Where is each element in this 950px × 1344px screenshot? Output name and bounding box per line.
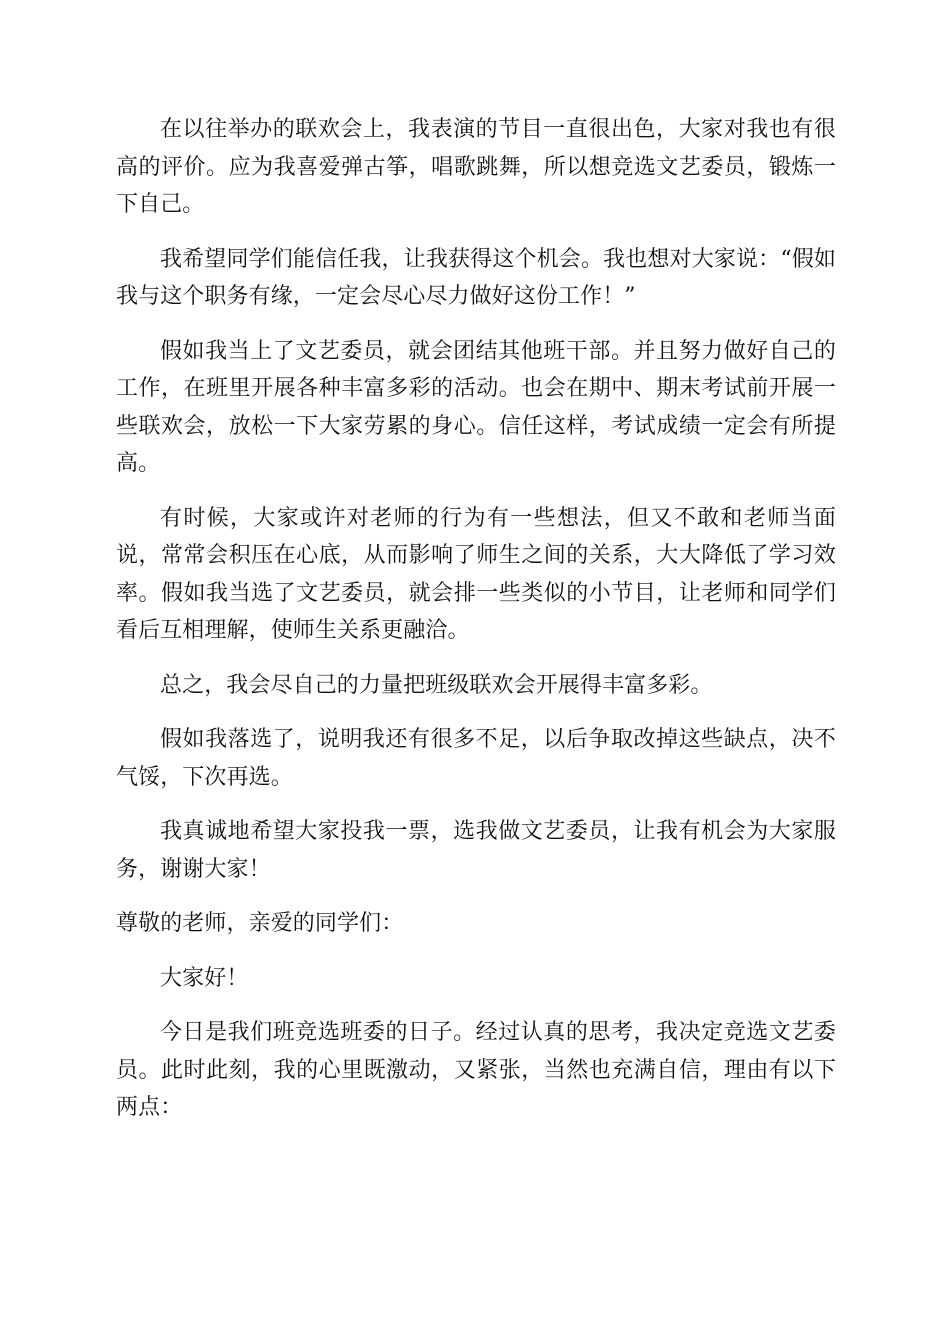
paragraph-2: 我希望同学们能信任我，让我获得这个机会。我也想对大家说：“假如我与这个职务有缘，一定会尽心尽力做好这份工作！” — [116, 246, 836, 309]
paragraph-3: 假如我当上了文艺委员，就会团结其他班干部。并且努力做好自己的工作，在班里开展各种丰富多彩的活动。也会在期中、期末考试前开展一些联欢会，放松一下大家劳累的身心。信任这样，考试成绩一定会有所提高。 — [116, 338, 836, 476]
paragraph-5: 总之，我会尽自己的力量把班级联欢会开展得丰富多彩。 — [160, 672, 713, 698]
salutation: 尊敬的老师，亲爱的同学们： — [116, 911, 404, 936]
paragraph-1: 在以往举办的联欢会上，我表演的节目一直很出色，大家对我也有很高的评价。应为我喜爱弹古筝，唱歌跳舞，所以想竞选文艺委员，锻炼一下自己。 — [116, 117, 836, 217]
document-body — [116, 111, 836, 1144]
greeting: 大家好！ — [160, 965, 249, 991]
paragraph-7: 我真诚地希望大家投我一票，选我做文艺委员，让我有机会为大家服务，谢谢大家！ — [116, 819, 836, 882]
paragraph-10: 今日是我们班竞选班委的日子。经过认真的思考，我决定竞选文艺委员。此时此刻，我的心里既激动，又紧张，当然也充满自信，理由有以下两点： — [116, 1020, 836, 1120]
paragraph-6: 假如我落选了，说明我还有很多不足，以后争取改掉这些缺点，决不气馁，下次再选。 — [116, 727, 836, 790]
paragraph-4: 有时候，大家或许对老师的行为有一些想法，但又不敢和老师当面说，常常会积压在心底，从而影响了师生之间的关系，大大降低了学习效率。假如我当选了文艺委员，就会排一些类似的小节目，让老师和同学们看后互相理解，使师生关系更融洽。 — [116, 505, 836, 643]
